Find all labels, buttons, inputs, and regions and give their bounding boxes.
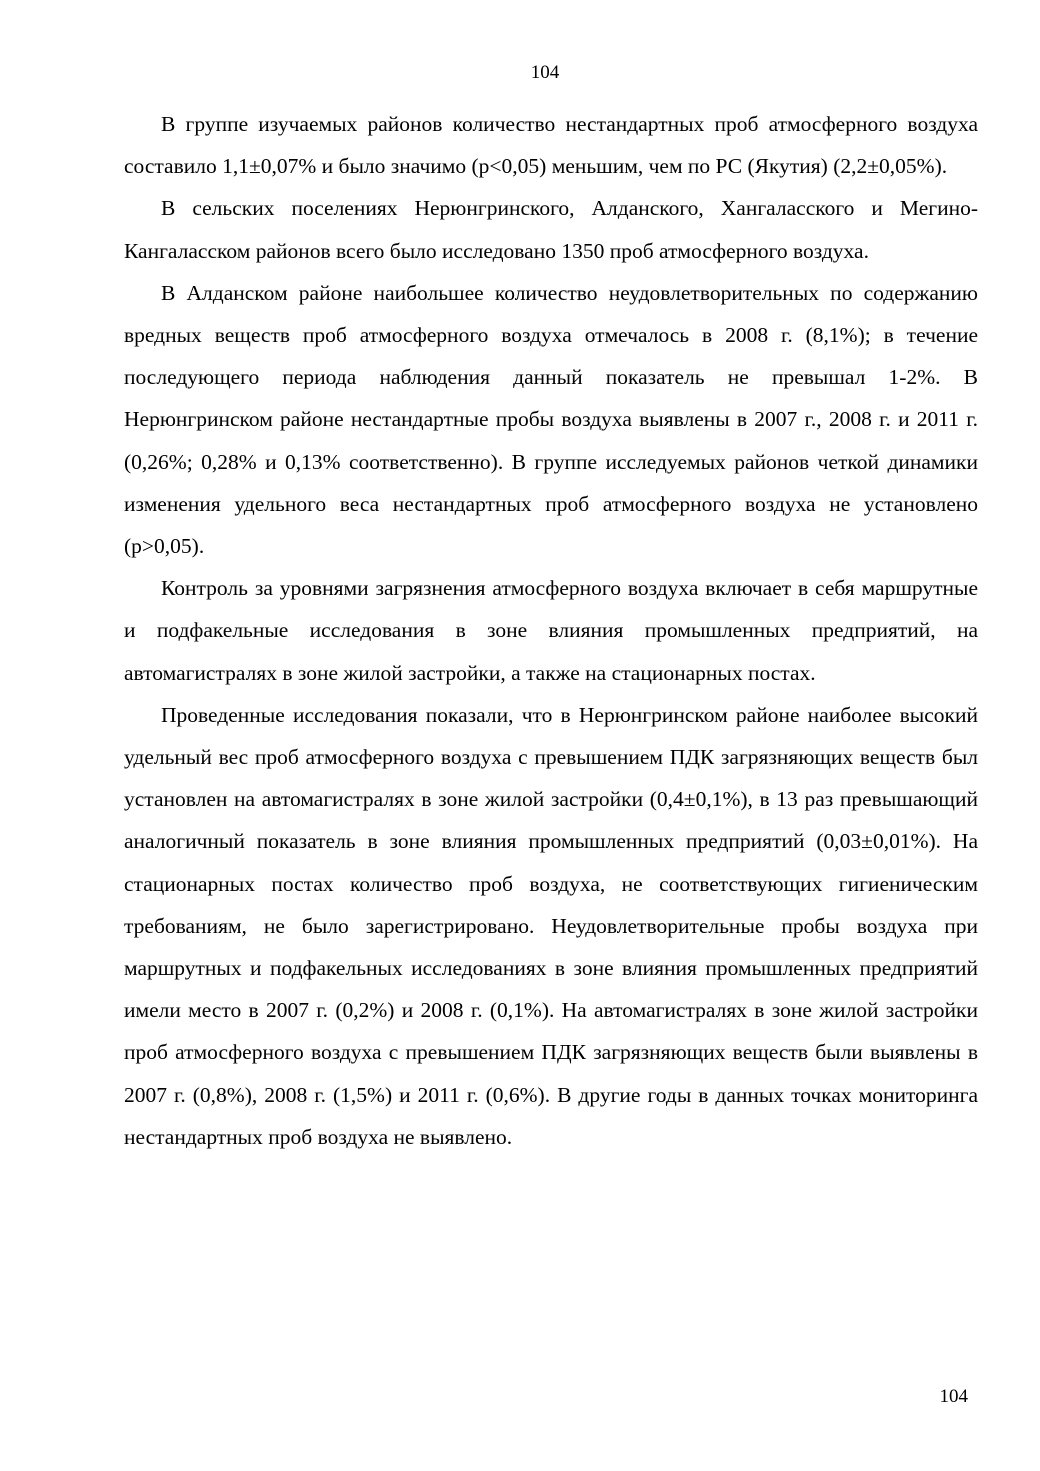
paragraph-3: В Алданском районе наибольшее количество неудовлетворительных по содержанию вредных веществ проб атмосферного воздуха отмечалось в 2008 г. (8,1%); в течение последующего периода наблюдения данный показатель не превышал 1-2%. В Нерюнгринском районе нестандартные пробы воздуха выявлены в 2007 г., 2008 г. и 2011 г. (0,26%; 0,28% и 0,13% соответственно). В группе исследуемых районов четкой динамики изменения удельного веса нестандартных проб атмосферного воздуха не установлено (р>0,05). — [124, 280, 978, 559]
paragraph-4: Контроль за уровнями загрязнения атмосферного воздуха включает в себя маршрутные и подфакельные исследования в зоне влияния промышленных предприятий, на автомагистралях в зоне жилой застройки, а также на стационарных постах. — [124, 576, 978, 685]
paragraph-5: Проведенные исследования показали, что в Нерюнгринском районе наиболее высокий удельный вес проб атмосферного воздуха с превышением ПДК загрязняющих веществ был установлен на автомагистралях в зоне жилой застройки (0,4±0,1%), в 13 раз превышающий аналогичный показатель в зоне влияния промышленных предприятий (0,03±0,01%). На стационарных постах количество проб воздуха, не соответствующих гигиеническим требованиям, не было зарегистрировано. Неудовлетворительные пробы воздуха при маршрутных и подфакельных исследованиях в зоне влияния промышленных предприятий имели место в 2007 г. (0,2%) и 2008 г. (0,1%). На автомагистралях в зоне жилой застройки проб атмосферного воздуха с превышением ПДК загрязняющих веществ были выявлены в 2007 г. (0,8%), 2008 г. (1,5%) и 2011 г. (0,6%). В другие годы в данных точках мониторинга нестандартных проб воздуха не выявлено. — [124, 702, 978, 1149]
page-number-bottom: 104 — [939, 1386, 968, 1407]
paragraph-2: В сельских поселениях Нерюнгринского, Алданского, Хангаласского и Мегино-Кангаласском районов всего было исследовано 1350 проб атмосферного воздуха. — [124, 196, 978, 263]
page-number-top: 104 — [530, 62, 560, 83]
document-body — [124, 103, 978, 1158]
paragraph-1: В группе изучаемых районов количество нестандартных проб атмосферного воздуха составило 1,1±0,07% и было значимо (р<0,05) меньшим, чем по РС (Якутия) (2,2±0,05%). — [124, 112, 978, 179]
